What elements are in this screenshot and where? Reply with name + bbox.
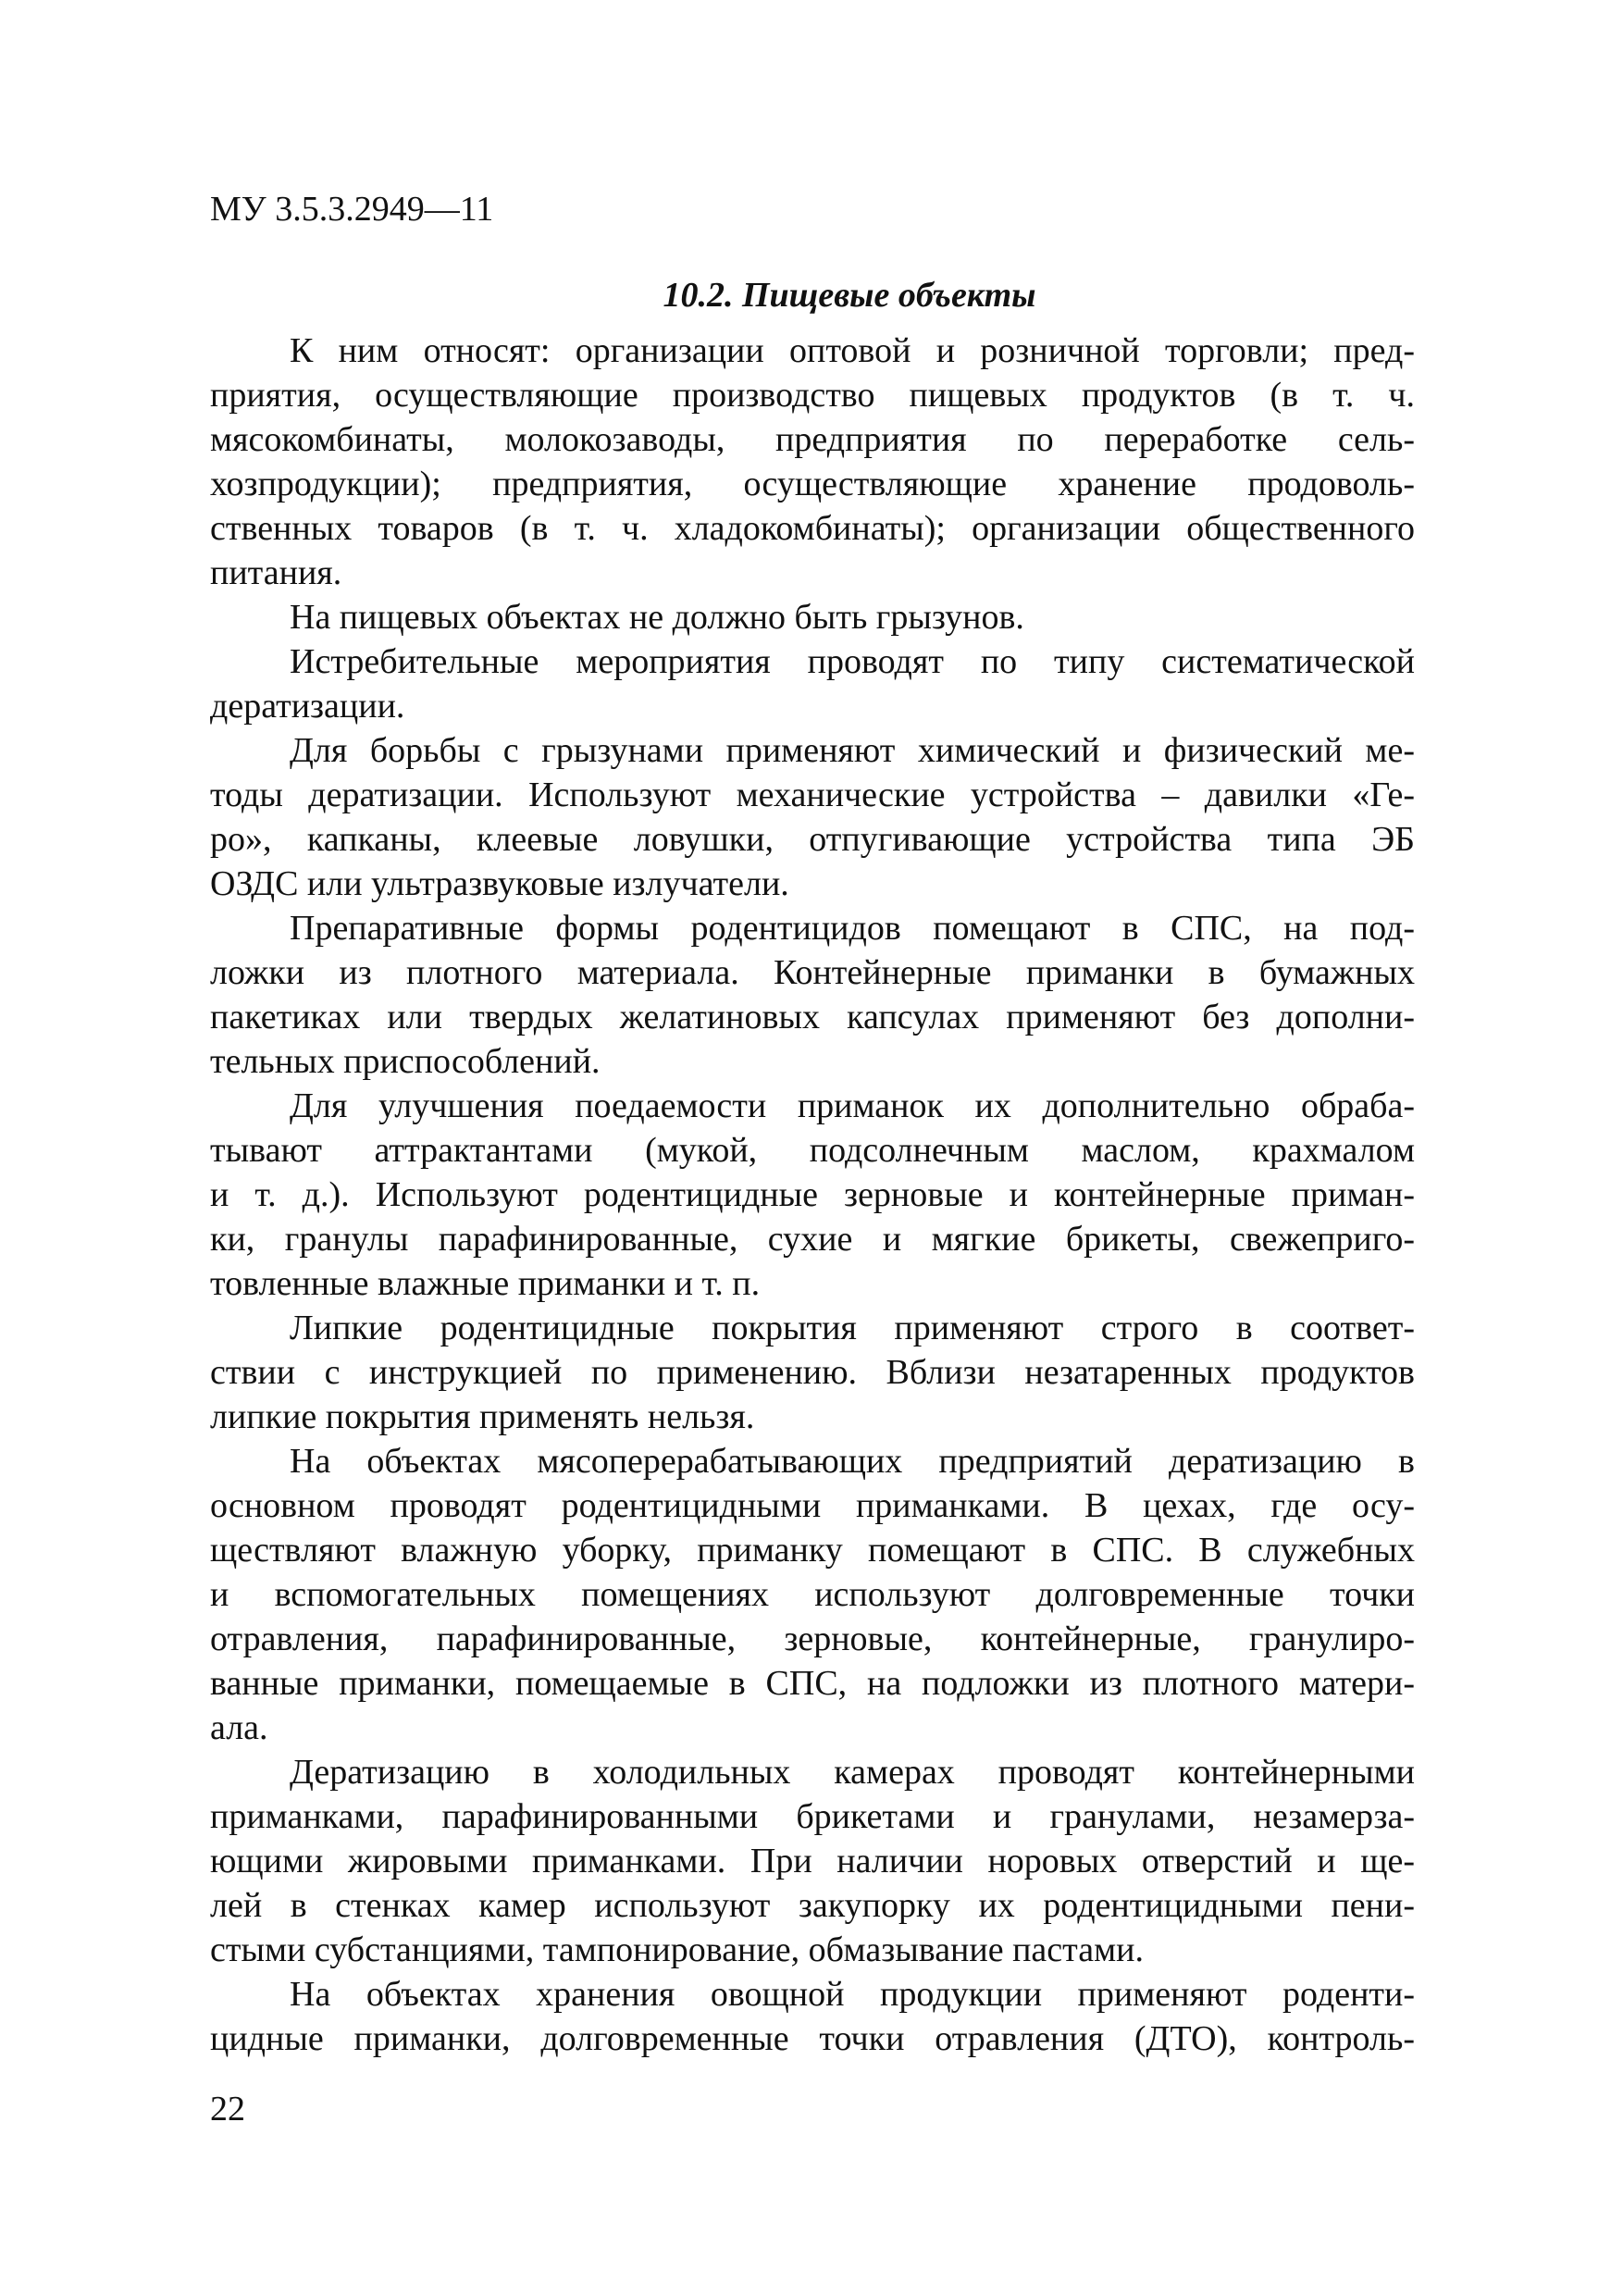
text-line: ро», капканы, клеевые ловушки, отпугивающие устройства типа ЭБ (210, 820, 1415, 859)
paragraph (210, 1439, 1415, 1750)
text-line: ОЗДС или ультразвуковые излучатели. (210, 864, 789, 903)
body-text (210, 329, 1415, 2061)
text-line: мясокомбинаты, молокозаводы, предприятия по переработке сель- (210, 420, 1415, 459)
text-line: лей в стенках камер используют закупорку их родентицидными пени- (210, 1886, 1415, 1925)
text-line: цидные приманки, долговременные точки отравления (ДТО), контроль- (210, 2019, 1415, 2058)
page-number: 22 (210, 2090, 245, 2128)
paragraph (210, 728, 1415, 906)
text-line: Липкие родентицидные покрытия применяют строго в соответ- (290, 1309, 1415, 1347)
text-line: тельных приспособлений. (210, 1042, 601, 1081)
paragraph (210, 329, 1415, 595)
text-line: тоды дератизации. Используют механические устройства – давилки «Ге- (210, 776, 1415, 814)
paragraph (210, 1306, 1415, 1439)
text-line: К ним относят: организации оптовой и розничной торговли; пред- (290, 331, 1415, 370)
paragraph (210, 1084, 1415, 1306)
text-line: отравления, парафинированные, зерновые, контейнерные, гранулиро- (210, 1620, 1415, 1658)
text-line: ствии с инструкцией по применению. Вблизи незатаренных продуктов (210, 1353, 1415, 1392)
text-line: основном проводят родентицидными приманками. В цехах, где осу- (210, 1486, 1415, 1525)
text-line: На пищевых объектах не должно быть грызунов. (290, 598, 1024, 637)
text-line: питания. (210, 553, 342, 592)
text-line: На объектах мясоперерабатывающих предприятий дератизацию в (290, 1442, 1415, 1481)
text-line: Для улучшения поедаемости приманок их дополнительно обраба- (290, 1086, 1415, 1125)
paragraph (210, 1972, 1415, 2061)
text-line: пакетиках или твердых желатиновых капсулах применяют без дополни- (210, 998, 1415, 1036)
text-line: ложки из плотного материала. Контейнерные приманки в бумажных (210, 953, 1415, 992)
text-line: ки, гранулы парафинированные, сухие и мягкие брикеты, свежеприго- (210, 1220, 1415, 1259)
paragraph (210, 1750, 1415, 1972)
text-line: ющими жировыми приманками. При наличии норовых отверстий и ще- (210, 1842, 1415, 1880)
paragraph (210, 906, 1415, 1084)
paragraph (210, 595, 1415, 639)
text-line: ственных товаров (в т. ч. хладокомбинаты); организации общественного (210, 509, 1415, 548)
text-line: дератизации. (210, 687, 405, 726)
text-line: ществляют влажную уборку, приманку помещают в СПС. В служебных (210, 1531, 1415, 1570)
text-line: стыми субстанциями, тампонирование, обмазывание пастами. (210, 1930, 1144, 1969)
text-line: Истребительные мероприятия проводят по типу систематической (290, 642, 1415, 681)
text-line: Препаративные формы родентицидов помещают в СПС, на под- (290, 909, 1415, 948)
text-line: хозпродукции); предприятия, осуществляющие хранение продоволь- (210, 465, 1415, 503)
paragraph (210, 639, 1415, 728)
document-code: МУ 3.5.3.2949—11 (210, 190, 494, 229)
text-line: и т. д.). Используют родентицидные зерновые и контейнерные приман- (210, 1175, 1415, 1214)
text-line: На объектах хранения овощной продукции применяют роденти- (290, 1975, 1415, 2014)
text-line: приятия, осуществляющие производство пищевых продуктов (в т. ч. (210, 376, 1415, 415)
section-title: 10.2. Пищевые объекты (663, 276, 1036, 315)
text-line: товленные влажные приманки и т. п. (210, 1264, 761, 1303)
text-line: Дератизацию в холодильных камерах проводят контейнерными (290, 1753, 1415, 1792)
text-line: тывают аттрактантами (мукой, подсолнечным маслом, крахмалом (210, 1131, 1415, 1170)
text-line: Для борьбы с грызунами применяют химический и физический ме- (290, 731, 1415, 770)
text-line: приманками, парафинированными брикетами и гранулами, незамерза- (210, 1797, 1415, 1836)
text-line: ванные приманки, помещаемые в СПС, на подложки из плотного матери- (210, 1664, 1415, 1703)
text-line: ала. (210, 1708, 268, 1747)
text-line: липкие покрытия применять нельзя. (210, 1397, 755, 1436)
text-line: и вспомогательных помещениях используют долговременные точки (210, 1575, 1415, 1614)
